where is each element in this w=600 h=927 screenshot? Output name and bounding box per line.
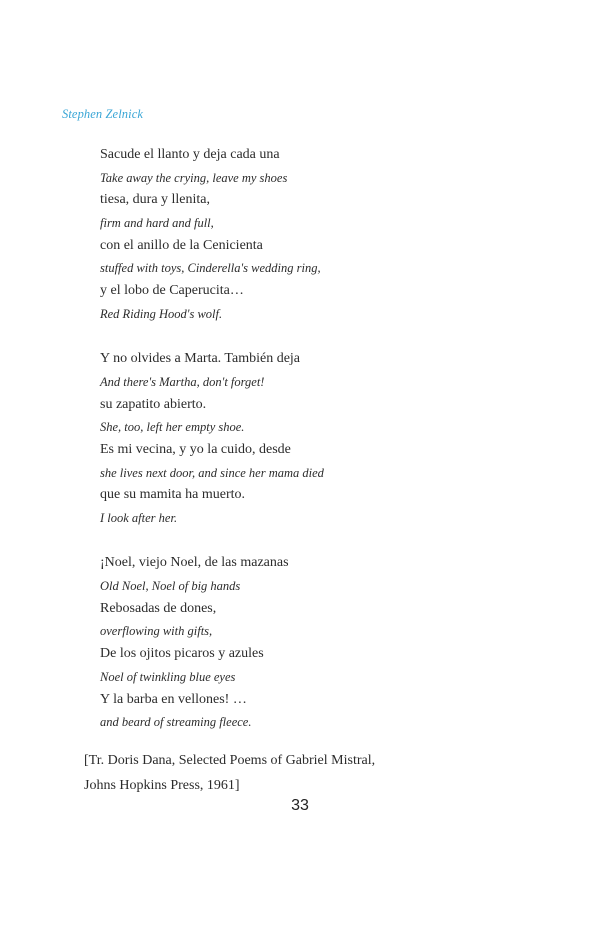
- poem-line-english: stuffed with toys, Cinderella's wedding ring,: [100, 261, 321, 276]
- poem-line-english: Red Riding Hood's wolf.: [100, 306, 223, 321]
- poem-line-spanish: que su mamita ha muerto.: [100, 487, 246, 503]
- page-number: 33: [291, 797, 309, 814]
- poem-line-spanish: Rebosadas de dones,: [100, 600, 217, 616]
- poem-line-english: I look after her.: [100, 511, 178, 525]
- poem-line-spanish: su zapatito abierto.: [100, 396, 207, 412]
- poem-line-english: firm and hard and full,: [100, 216, 214, 231]
- poem-line-spanish: Y no olvides a Marta. También deja: [100, 351, 301, 367]
- stanza-separator: [100, 530, 520, 553]
- poem-line-spanish: Sacude el llanto y deja cada una: [100, 147, 280, 162]
- poem-line-english: Old Noel, Noel of big hands: [100, 579, 241, 594]
- stanza-2: [100, 348, 520, 530]
- stanza-3: [100, 552, 520, 734]
- translation-citation: [84, 748, 544, 798]
- poem-line-spanish: con el anillo de la Cenicienta: [100, 237, 263, 253]
- poem-line-english: she lives next door, and since her mama died: [100, 465, 324, 480]
- poem-line-spanish: De los ojitos picaros y azules: [100, 646, 264, 662]
- poem-line-spanish: Y la barba en vellones! …: [100, 691, 247, 707]
- poem-line-english: and beard of streaming fleece.: [100, 715, 252, 730]
- poem-line-english: And there's Martha, don't forget!: [100, 374, 265, 389]
- poem-line-english: overflowing with gifts,: [100, 624, 213, 639]
- poem-line-english: She, too, left her empty shoe.: [100, 420, 245, 435]
- stanza-1: [100, 144, 520, 326]
- poem-line-spanish: ¡Noel, viejo Noel, de las mazanas: [100, 555, 289, 571]
- citation-line-1: [Tr. Doris Dana, Selected Poems of Gabriel Mistral,: [84, 753, 376, 768]
- poem: [100, 144, 520, 734]
- poem-line-spanish: Es mi vecina, y yo la cuido, desde: [100, 441, 291, 457]
- citation-line-2: Johns Hopkins Press, 1961]: [84, 778, 240, 793]
- poem-line-english: Take away the crying, leave my shoes: [100, 170, 288, 185]
- poem-line-spanish: tiesa, dura y llenita,: [100, 192, 211, 208]
- running-header-author: Stephen Zelnick: [62, 107, 143, 121]
- poem-line-english: Noel of twinkling blue eyes: [100, 669, 236, 684]
- stanza-separator: [100, 326, 520, 349]
- poem-line-spanish: y el lobo de Caperucita…: [100, 283, 244, 299]
